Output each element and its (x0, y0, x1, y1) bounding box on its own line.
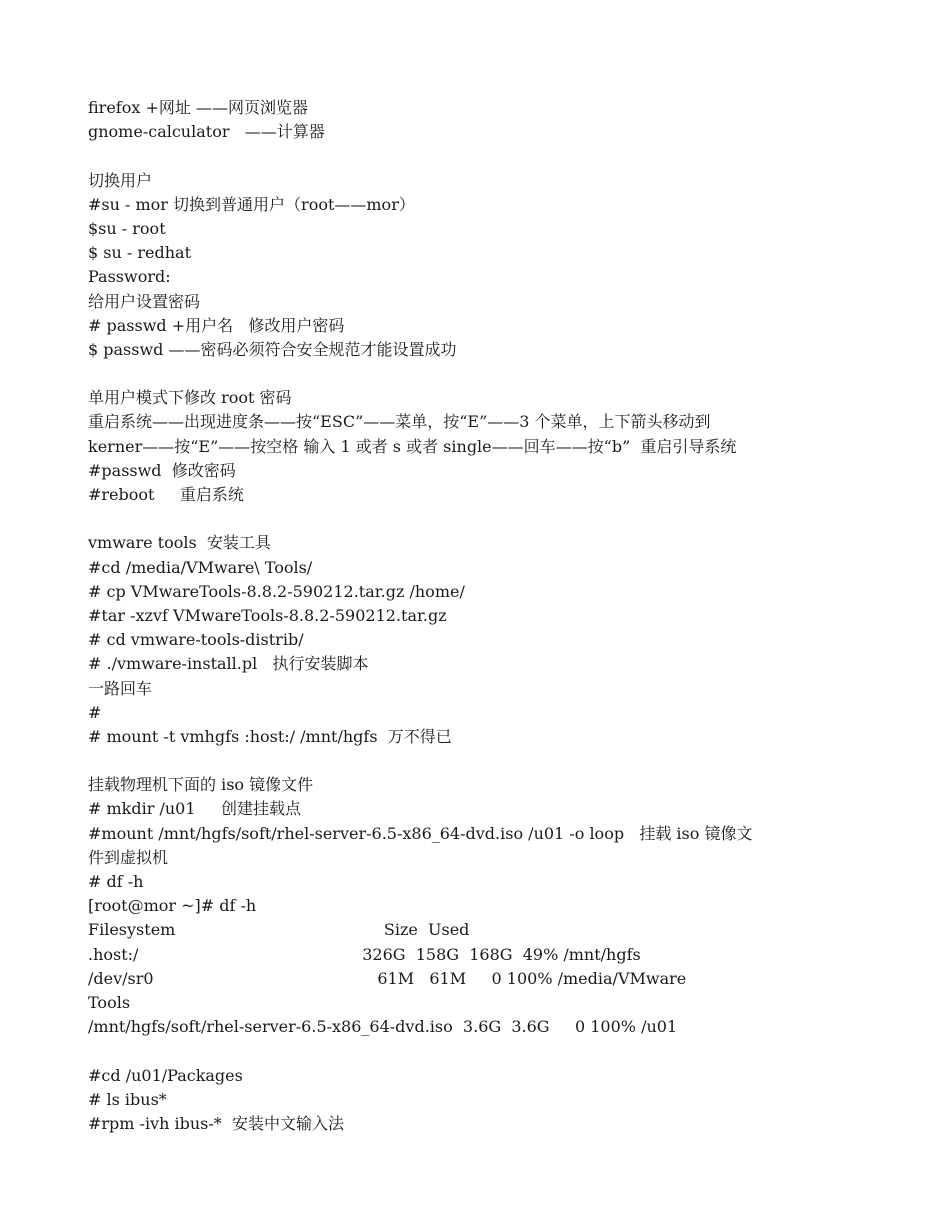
text-line: 单用户模式下修改 root 密码 (88, 388, 292, 408)
text-line: # cd vmware-tools-distrib/ (88, 630, 304, 650)
text-line: kerner——按“E”——按空格 输入 1 或者 s 或者 single——回车——按“b” 重启引导系统 (88, 436, 737, 456)
text-line: #su - mor 切换到普通用户（root——mor） (88, 194, 415, 214)
document-body (88, 96, 878, 1136)
text-line: /mnt/hgfs/soft/rhel-server-6.5-x86_64-dvd.iso 3.6G 3.6G 0 100% /u01 (88, 1017, 678, 1037)
text-line: 一路回车 (88, 678, 153, 698)
text-line: #cd /media/VMware\ Tools/ (88, 557, 313, 577)
text-line: gnome-calculator ——计算器 (88, 122, 325, 142)
text-line: Filesystem Size Used (88, 920, 470, 940)
text-line: .host:/ 326G 158G 168G 49% /mnt/hgfs (88, 944, 641, 964)
text-line: [root@mor ~]# df -h (88, 896, 257, 916)
text-line: $ passwd ——密码必须符合安全规范才能设置成功 (88, 339, 457, 359)
text-line: #cd /u01/Packages (88, 1065, 243, 1085)
blank-line (88, 507, 878, 531)
text-line: # ./vmware-install.pl 执行安装脚本 (88, 654, 369, 674)
text-line: #reboot 重启系统 (88, 485, 244, 504)
text-line: # passwd +用户名 修改用户密码 (88, 315, 345, 335)
text-line: #mount /mnt/hgfs/soft/rhel-server-6.5-x86_64-dvd.iso /u01 -o loop 挂载 iso 镜像文 (88, 823, 753, 843)
text-line: $ su - redhat (88, 243, 191, 263)
blank-line (88, 362, 878, 386)
text-line: $su - root (88, 218, 166, 238)
text-line: # cp VMwareTools-8.8.2-590212.tar.gz /home/ (88, 581, 465, 601)
text-line: 挂载物理机下面的 iso 镜像文件 (88, 775, 314, 795)
text-line: Tools (88, 992, 131, 1012)
text-line: 切换用户 (88, 170, 153, 190)
blank-line (88, 144, 878, 168)
text-line: #tar -xzvf VMwareTools-8.8.2-590212.tar.gz (88, 605, 447, 625)
text-line: 件到虚拟机 (88, 847, 169, 867)
blank-line (88, 1039, 878, 1063)
text-line: #passwd 修改密码 (88, 460, 236, 480)
text-line: # mkdir /u01 创建挂载点 (88, 799, 301, 819)
text-line: # (88, 702, 102, 722)
text-line: # df -h (88, 872, 144, 891)
text-line: /dev/sr0 61M 61M 0 100% /media/VMware (88, 968, 687, 988)
text-line: #rpm -ivh ibus-* 安装中文输入法 (88, 1113, 344, 1133)
text-line: # mount -t vmhgfs :host:/ /mnt/hgfs 万不得已 (88, 726, 452, 746)
text-line: vmware tools 安装工具 (88, 533, 271, 553)
text-line: 给用户设置密码 (88, 291, 201, 311)
text-line: 重启系统——出现进度条——按“ESC”——菜单，按“E”——3 个菜单，上下箭头移动到 (88, 412, 711, 432)
text-line: # ls ibus* (88, 1089, 167, 1109)
blank-line (88, 749, 878, 773)
text-line: firefox +网址 ——网页浏览器 (88, 98, 308, 117)
text-line: Password: (88, 267, 171, 287)
